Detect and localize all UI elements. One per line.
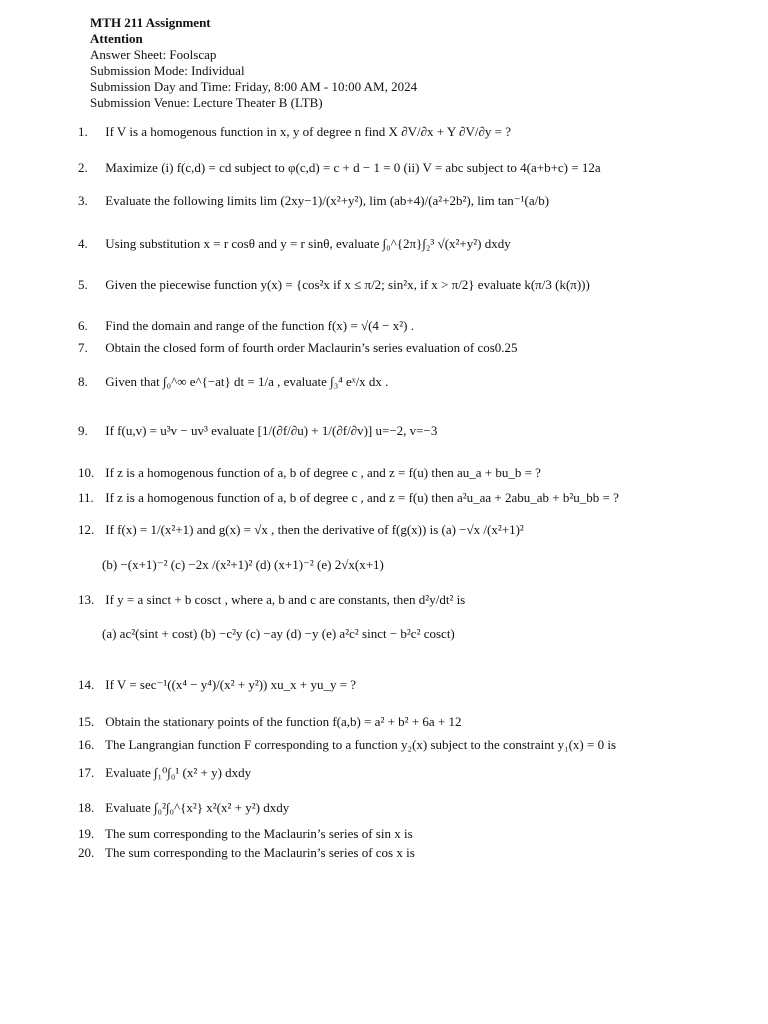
- question-number: 6.: [78, 318, 88, 333]
- question-text: If z is a homogenous function of a, b of degree c , and z = f(u) then a²u_aa + 2abu_ab + b²u_bb = ?: [105, 490, 619, 505]
- question-text: Find the domain and range of the function f(x) = √(4 − x²) .: [105, 318, 414, 333]
- question-5: [78, 277, 688, 293]
- question-text: If z is a homogenous function of a, b of degree c , and z = f(u) then au_a + bu_b = ?: [105, 465, 541, 480]
- question-text: If f(x) = 1/(x²+1) and g(x) = √x , then the derivative of f(g(x)) is (a) −√x /(x²+1)²: [105, 522, 524, 537]
- question-8: [78, 374, 688, 390]
- question-number: 12.: [78, 522, 95, 537]
- question-13-options: (a) ac²(sint + cost) (b) −c²y (c) −ay (d) −y (e) a²c² sinct − b²c² cosct): [102, 626, 455, 641]
- question-number: 7.: [78, 340, 88, 355]
- question-number: 9.: [78, 423, 88, 438]
- question-15: [78, 714, 688, 730]
- question-number: 2.: [78, 160, 88, 175]
- question-4: [78, 236, 688, 252]
- question-number: 17.: [78, 765, 95, 780]
- question-text: The Langrangian function F corresponding to a function y₂(x) subject to the constraint y₁(x) = 0 is: [105, 737, 617, 752]
- question-text: Given the piecewise function y(x) = {cos²x if x ≤ π/2; sin²x, if x > π/2} evaluate k(π/3 (k(π))): [105, 277, 590, 292]
- question-number: 10.: [78, 465, 95, 480]
- question-text: Obtain the stationary points of the function f(a,b) = a² + b² + 6a + 12: [105, 714, 462, 729]
- question-6: [78, 318, 688, 334]
- question-text: If y = a sinct + b cosct , where a, b and c are constants, then d²y/dt² is: [105, 592, 466, 607]
- question-number: 20.: [78, 845, 95, 860]
- course-title: MTH 211 Assignment: [90, 15, 211, 30]
- attention-label: Attention: [90, 31, 143, 46]
- question-12: [78, 522, 688, 538]
- question-number: 15.: [78, 714, 95, 729]
- question-number: 13.: [78, 592, 95, 607]
- question-number: 14.: [78, 677, 95, 692]
- submission-venue: Submission Venue: Lecture Theater B (LTB): [90, 95, 323, 110]
- question-1: [78, 124, 688, 140]
- question-13: [78, 592, 688, 608]
- question-text: Evaluate ∫₀²∫₀^{x²} x²(x² + y²) dxdy: [105, 800, 290, 815]
- question-number: 4.: [78, 236, 88, 251]
- question-12-options: (b) −(x+1)⁻² (c) −2x /(x²+1)² (d) (x+1)⁻² (e) 2√x(x+1): [102, 557, 384, 572]
- question-text: The sum corresponding to the Maclaurin’s series of cos x is: [105, 845, 415, 860]
- question-17: [78, 765, 688, 781]
- question-16: [78, 737, 688, 753]
- question-text: Using substitution x = r cosθ and y = r sinθ, evaluate ∫₀^{2π}∫₂³ √(x²+y²) dxdy: [105, 236, 511, 251]
- submission-datetime: Submission Day and Time: Friday, 8:00 AM - 10:00 AM, 2024: [90, 79, 418, 94]
- question-number: 19.: [78, 826, 95, 841]
- question-9: [78, 423, 688, 439]
- question-11: [78, 490, 688, 506]
- question-text: Maximize (i) f(c,d) = cd subject to φ(c,d) = c + d − 1 = 0 (ii) V = abc subject to 4(a+b+c) = 12a: [105, 160, 601, 175]
- question-text: If f(u,v) = u³v − uv³ evaluate [1/(∂f/∂u) + 1/(∂f/∂v)] u=−2, v=−3: [105, 423, 438, 438]
- question-text: Given that ∫₀^∞ e^{−at} dt = 1/a , evaluate ∫₃⁴ eˣ/x dx .: [105, 374, 389, 389]
- question-7: [78, 340, 688, 356]
- question-number: 11.: [78, 490, 94, 505]
- question-number: 5.: [78, 277, 88, 292]
- question-19: [78, 826, 688, 842]
- question-2: [78, 160, 688, 176]
- question-number: 1.: [78, 124, 88, 139]
- question-text: Evaluate ∫₁⁰∫₀¹ (x² + y) dxdy: [105, 765, 252, 780]
- question-number: 8.: [78, 374, 88, 389]
- question-number: 16.: [78, 737, 95, 752]
- header-block: [90, 15, 417, 111]
- question-18: [78, 800, 688, 816]
- submission-mode: Submission Mode: Individual: [90, 63, 245, 78]
- question-text: Obtain the closed form of fourth order Maclaurin’s series evaluation of cos0.25: [105, 340, 518, 355]
- answer-sheet: Answer Sheet: Foolscap: [90, 47, 217, 62]
- question-text: If V = sec⁻¹((x⁴ − y⁴)/(x² + y²)) xu_x + yu_y = ?: [105, 677, 357, 692]
- question-text: Evaluate the following limits lim (2xy−1)/(x²+y²), lim (ab+4)/(a²+2b²), lim tan⁻¹(a/b): [105, 193, 550, 208]
- question-10: [78, 465, 688, 481]
- question-number: 3.: [78, 193, 88, 208]
- question-20: [78, 845, 688, 861]
- question-number: 18.: [78, 800, 95, 815]
- question-14: [78, 677, 688, 693]
- question-text: The sum corresponding to the Maclaurin’s series of sin x is: [105, 826, 413, 841]
- question-3: [78, 193, 688, 209]
- question-text: If V is a homogenous function in x, y of degree n find X ∂V/∂x + Y ∂V/∂y = ?: [105, 124, 511, 139]
